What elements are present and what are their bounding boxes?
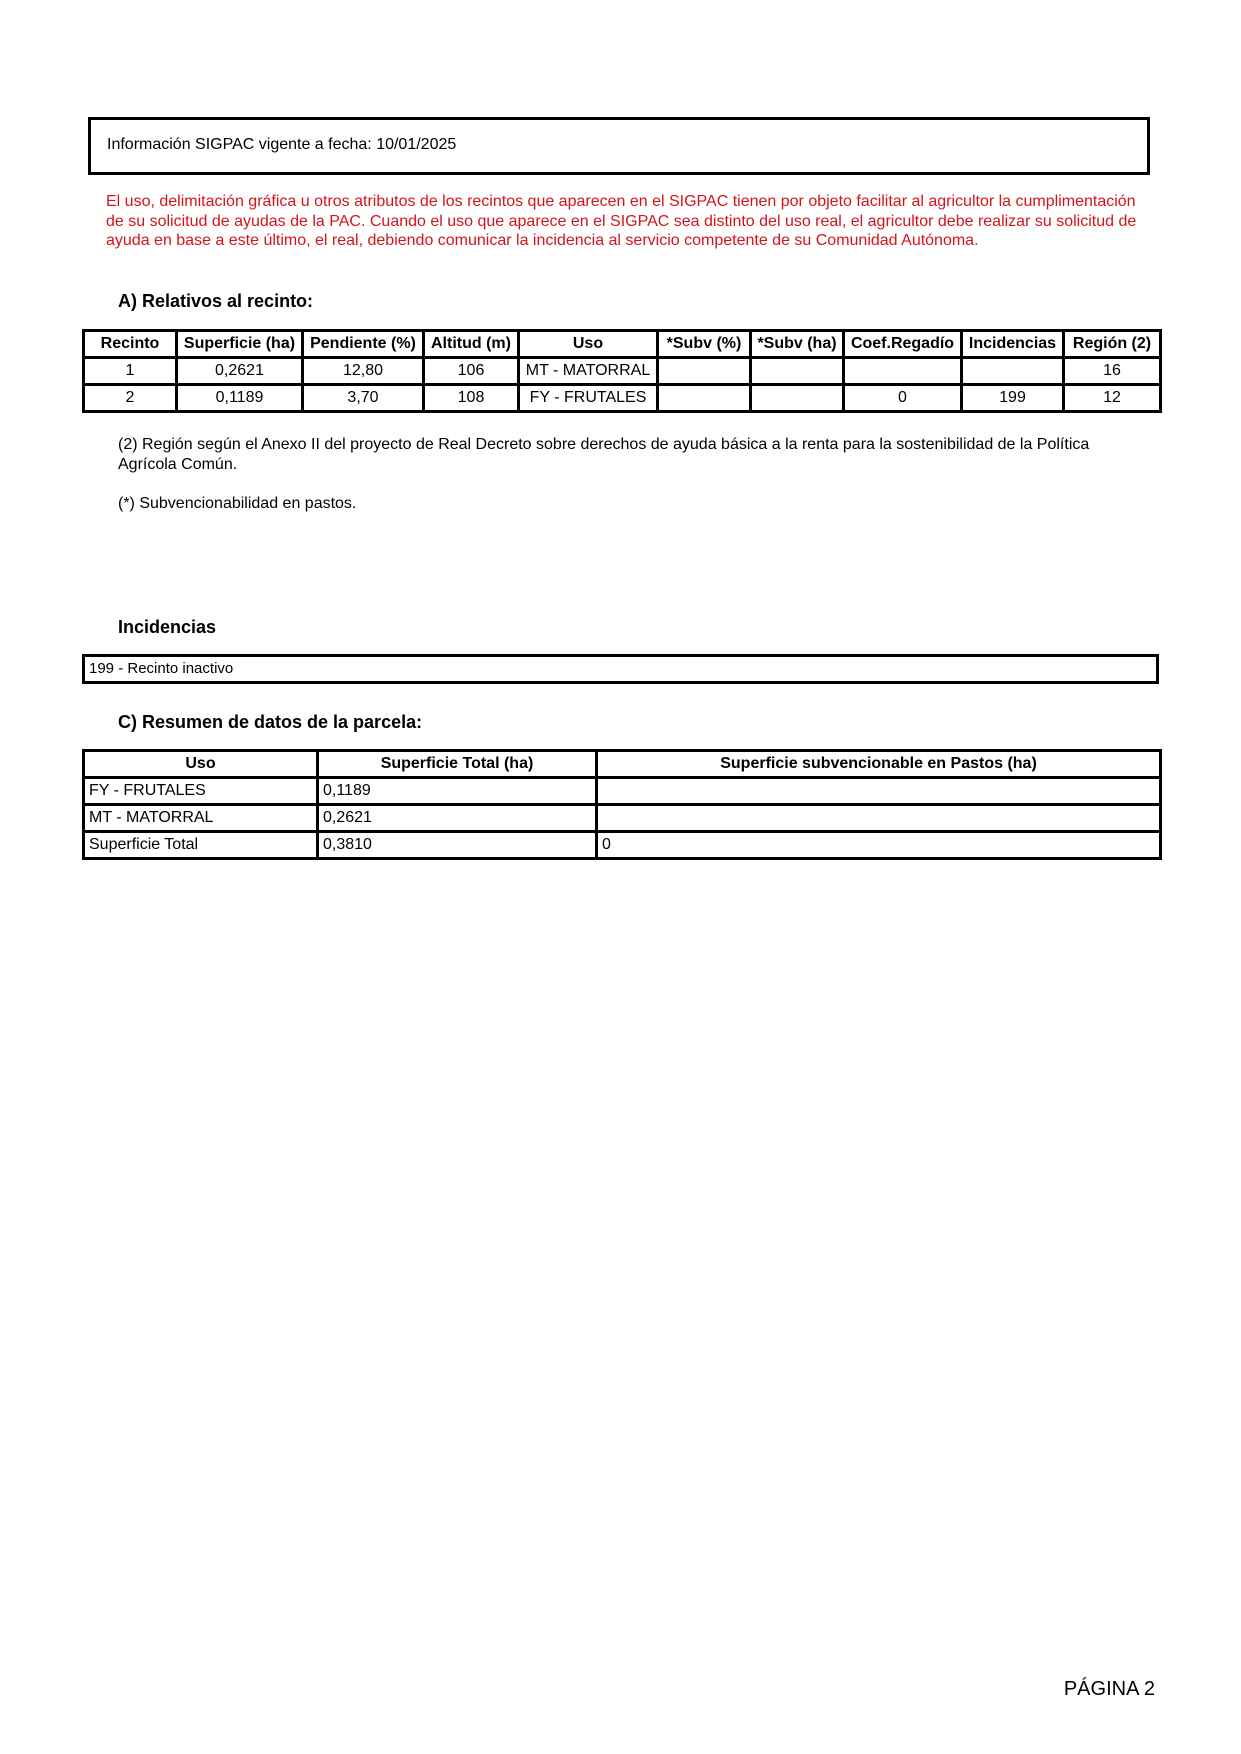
cell-region: 16 [1064, 358, 1161, 385]
header-uso: Uso [519, 331, 658, 358]
header-pendiente: Pendiente (%) [303, 331, 424, 358]
table-row [84, 805, 1161, 832]
cell-superficie-total: 0,3810 [318, 832, 597, 859]
header-superficie: Superficie (ha) [177, 331, 303, 358]
table-row [84, 778, 1161, 805]
note-region: (2) Región según el Anexo II del proyecto de Real Decreto sobre derechos de ayuda básica a la renta para la sostenibilidad de la Política Agrícola Común. [118, 436, 1090, 473]
header-subv-pct: *Subv (%) [658, 331, 751, 358]
header-region: Región (2) [1064, 331, 1161, 358]
cell-incidencias: 199 [962, 385, 1064, 412]
page-number: PÁGINA 2 [1063, 1678, 1155, 1700]
cell-region: 12 [1064, 385, 1161, 412]
cell-subv-ha [751, 385, 844, 412]
incidencia-item: 199 - Recinto inactivo [84, 656, 1158, 683]
resumen-header-row [84, 751, 1161, 778]
cell-superficie: 0,1189 [177, 385, 303, 412]
table-row [84, 385, 1161, 412]
cell-superficie-pastos: 0 [597, 832, 1161, 859]
header-coef-regadio: Coef.Regadío [844, 331, 962, 358]
info-date: 10/01/2025 [376, 136, 457, 153]
section-c-title: C) Resumen de datos de la parcela: [118, 712, 423, 732]
cell-uso: FY - FRUTALES [84, 778, 318, 805]
table-row [84, 832, 1161, 859]
header-altitud: Altitud (m) [424, 331, 519, 358]
cell-altitud: 106 [424, 358, 519, 385]
info-label: Información SIGPAC vigente a fecha: [107, 136, 372, 153]
resumen-table [82, 749, 1162, 860]
header-superficie-pastos: Superficie subvencionable en Pastos (ha) [597, 751, 1161, 778]
header-superficie-total: Superficie Total (ha) [318, 751, 597, 778]
warning-paragraph: El uso, delimitación gráfica u otros atributos de los recintos que aparecen en el SIGPAC tienen por objeto facilitar al agricultor la cumplimentación de su solicitud de ayudas de la PAC. Cuando el uso que aparece en el SIGPAC sea distinto del uso real, el agricultor debe realizar su solicitud de ayuda en base a este último, el real, debiendo comunicar la incidencia al servicio competente de su Comunidad Autónoma. [106, 193, 1137, 249]
section-a-title: A) Relativos al recinto: [118, 291, 314, 311]
cell-superficie-pastos [597, 778, 1161, 805]
info-line [107, 136, 456, 154]
cell-pendiente: 12,80 [303, 358, 424, 385]
header-subv-ha: *Subv (ha) [751, 331, 844, 358]
cell-superficie-total: 0,1189 [318, 778, 597, 805]
cell-subv-pct [658, 385, 751, 412]
cell-subv-ha [751, 358, 844, 385]
cell-recinto: 1 [84, 358, 177, 385]
cell-recinto: 2 [84, 385, 177, 412]
note-subv: (*) Subvencionabilidad en pastos. [118, 495, 357, 512]
cell-uso: MT - MATORRAL [519, 358, 658, 385]
header-incidencias: Incidencias [962, 331, 1064, 358]
recinto-header-row [84, 331, 1161, 358]
cell-superficie-total: 0,2621 [318, 805, 597, 832]
cell-subv-pct [658, 358, 751, 385]
info-box [88, 117, 1150, 175]
header-uso: Uso [84, 751, 318, 778]
header-recinto: Recinto [84, 331, 177, 358]
cell-altitud: 108 [424, 385, 519, 412]
cell-superficie-pastos [597, 805, 1161, 832]
incidencias-table [82, 654, 1159, 684]
cell-superficie: 0,2621 [177, 358, 303, 385]
list-item [84, 656, 1158, 683]
cell-pendiente: 3,70 [303, 385, 424, 412]
cell-incidencias [962, 358, 1064, 385]
cell-coef-regadio [844, 358, 962, 385]
recinto-table [82, 329, 1162, 413]
cell-uso: Superficie Total [84, 832, 318, 859]
table-row [84, 358, 1161, 385]
cell-uso: FY - FRUTALES [519, 385, 658, 412]
cell-uso: MT - MATORRAL [84, 805, 318, 832]
cell-coef-regadio: 0 [844, 385, 962, 412]
incidencias-title: Incidencias [118, 617, 217, 637]
